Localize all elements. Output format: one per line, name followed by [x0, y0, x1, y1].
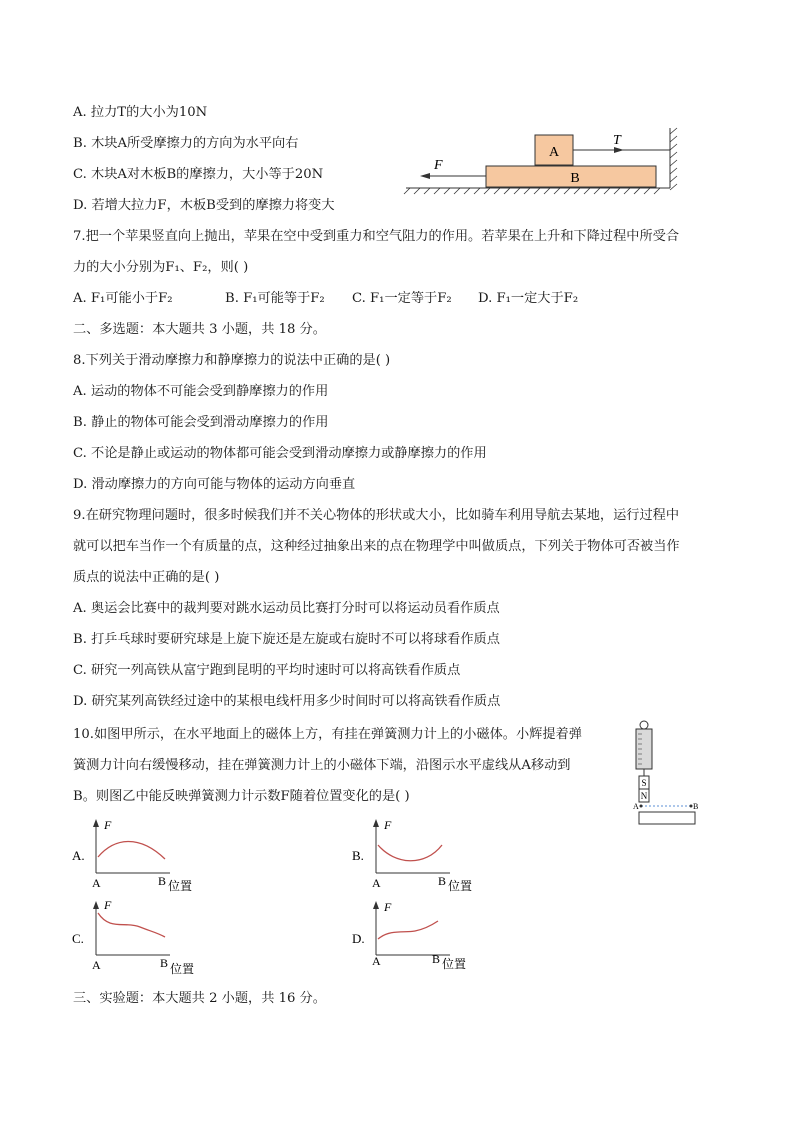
graph-b-x1-label: B [438, 874, 447, 888]
graph-d-curve [378, 921, 438, 939]
section-2-heading: 二、多选题：本大题共 3 小题，共 18 分。 [73, 322, 326, 337]
graph-b-y-arrow [373, 819, 379, 827]
q9-option-c: C. 研究一列高铁从富宁跑到昆明的平均时速时可以将高铁看作质点 [73, 663, 461, 678]
graph-a-curve [98, 842, 165, 860]
graph-d-x-label: 位置 [442, 957, 467, 971]
graph-d-x1-label: B [432, 952, 441, 966]
graph-a-y-arrow [93, 819, 99, 827]
q9-stem-2: 就可以把车当作一个有质量的点，这种经过抽象出来的点在物理学中叫做质点，下列关于物体可否被当作 [73, 539, 680, 554]
q6-option-b: B. 木块A所受摩擦力的方向为水平向右 [73, 136, 299, 151]
q8-stem: 8.下列关于滑动摩擦力和静摩擦力的说法中正确的是( ) [73, 353, 391, 368]
q9-stem-1: 9.在研究物理问题时，很多时候我们并不关心物体的形状或大小，比如骑车利用导航去某地，运行过程中 [73, 508, 680, 523]
ground-hatch [404, 188, 660, 194]
graph-d-y-label: F [384, 900, 392, 914]
q6-option-a: A. 拉力T的大小为10N [73, 105, 208, 120]
graph-a-option-label: A. [72, 848, 85, 863]
graph-d-x0-label: A [372, 954, 381, 968]
q9-option-d: D. 研究某列高铁经过途中的某根电线杆用多少时间时可以将高铁看作质点 [73, 694, 501, 709]
q10-stem-1: 10.如图甲所示，在水平地面上的磁体上方，有挂在弹簧测力计上的小磁体。小辉提着弹 [73, 727, 582, 742]
q10-graph-c [70, 897, 210, 979]
section-3-heading: 三、实验题：本大题共 2 小题，共 16 分。 [73, 991, 326, 1006]
graph-c-curve [98, 913, 165, 937]
graph-a-x1-label: B [158, 874, 167, 888]
board-b-label: B [570, 171, 580, 186]
graph-c-y-label: F [104, 898, 112, 912]
graph-c-x-label: 位置 [170, 962, 195, 976]
q10-graph-d [350, 897, 490, 979]
wall-hatch [670, 128, 677, 190]
graph-a-y-label: F [104, 818, 112, 832]
q7-stem-1: 7.把一个苹果竖直向上抛出，苹果在空中受到重力和空气阻力的作用。若苹果在上升和下降过程中所受合 [73, 229, 680, 244]
q8-option-d: D. 滑动摩擦力的方向可能与物体的运动方向垂直 [73, 477, 356, 492]
point-a-label: A [633, 802, 639, 811]
graph-b-x0-label: A [372, 876, 381, 890]
graph-c-x1-label: B [160, 956, 169, 970]
force-f-arrow [420, 173, 430, 179]
q10-graph-a [70, 815, 210, 895]
force-t-label: T [613, 133, 621, 148]
q7-stem-2: 力的大小分别为F₁、F₂，则( ) [73, 260, 249, 275]
graph-d-option-label: D. [352, 931, 365, 946]
q10-stem-3: B。则图乙中能反映弹簧测力计示数F随着位置变化的是( ) [73, 789, 410, 804]
ground-magnet [639, 812, 695, 824]
graph-d-y-arrow [373, 901, 379, 909]
q9-stem-3: 质点的说法中正确的是( ) [73, 570, 220, 585]
scale-hook-ring [640, 721, 648, 729]
q10-graph-b [350, 815, 490, 895]
q7-option-a: A. F₁可能小于F₂ [73, 291, 173, 306]
graph-b-curve [378, 845, 442, 861]
q8-option-c: C. 不论是静止或运动的物体都可能会受到滑动摩擦力或静摩擦力的作用 [73, 446, 487, 461]
block-a-label: A [548, 145, 560, 160]
point-b-label: B [693, 802, 699, 811]
q6-option-c: C. 木块A对木板B的摩擦力，大小等于20N [73, 167, 324, 182]
graph-c-option-label: C. [72, 931, 84, 946]
graph-a-x-label: 位置 [168, 879, 193, 893]
q8-option-b: B. 静止的物体可能会受到滑动摩擦力的作用 [73, 415, 329, 430]
q7-option-c: C. F₁一定等于F₂ [352, 291, 452, 306]
q8-option-a: A. 运动的物体不可能会受到静摩擦力的作用 [73, 384, 329, 399]
graph-b-option-label: B. [352, 848, 364, 863]
magnet-n-label: N [640, 791, 648, 801]
q7-option-b: B. F₁可能等于F₂ [225, 291, 325, 306]
graph-a-x0-label: A [92, 876, 101, 890]
point-a-dot [640, 805, 643, 808]
magnet-s-label: S [641, 778, 647, 788]
q6-option-d: D. 若增大拉力F，木板B受到的摩擦力将变大 [73, 198, 335, 213]
graph-b-y-label: F [384, 818, 392, 832]
q10-stem-2: 簧测力计向右缓慢移动，挂在弹簧测力计上的小磁体下端，沿图示水平虚线从A移动到 [73, 758, 571, 773]
graph-c-y-arrow [93, 901, 99, 909]
graph-c-x0-label: A [92, 958, 101, 972]
q7-option-d: D. F₁一定大于F₂ [478, 291, 579, 306]
force-f-label: F [434, 158, 443, 173]
q9-option-b: B. 打乒乓球时要研究球是上旋下旋还是左旋或右旋时不可以将球看作质点 [73, 632, 500, 647]
q6-friction-figure [400, 126, 690, 196]
q9-option-a: A. 奥运会比赛中的裁判要对跳水运动员比赛打分时可以将运动员看作质点 [73, 601, 500, 616]
q10-spring-scale-figure [628, 718, 702, 828]
graph-b-x-label: 位置 [448, 879, 473, 893]
